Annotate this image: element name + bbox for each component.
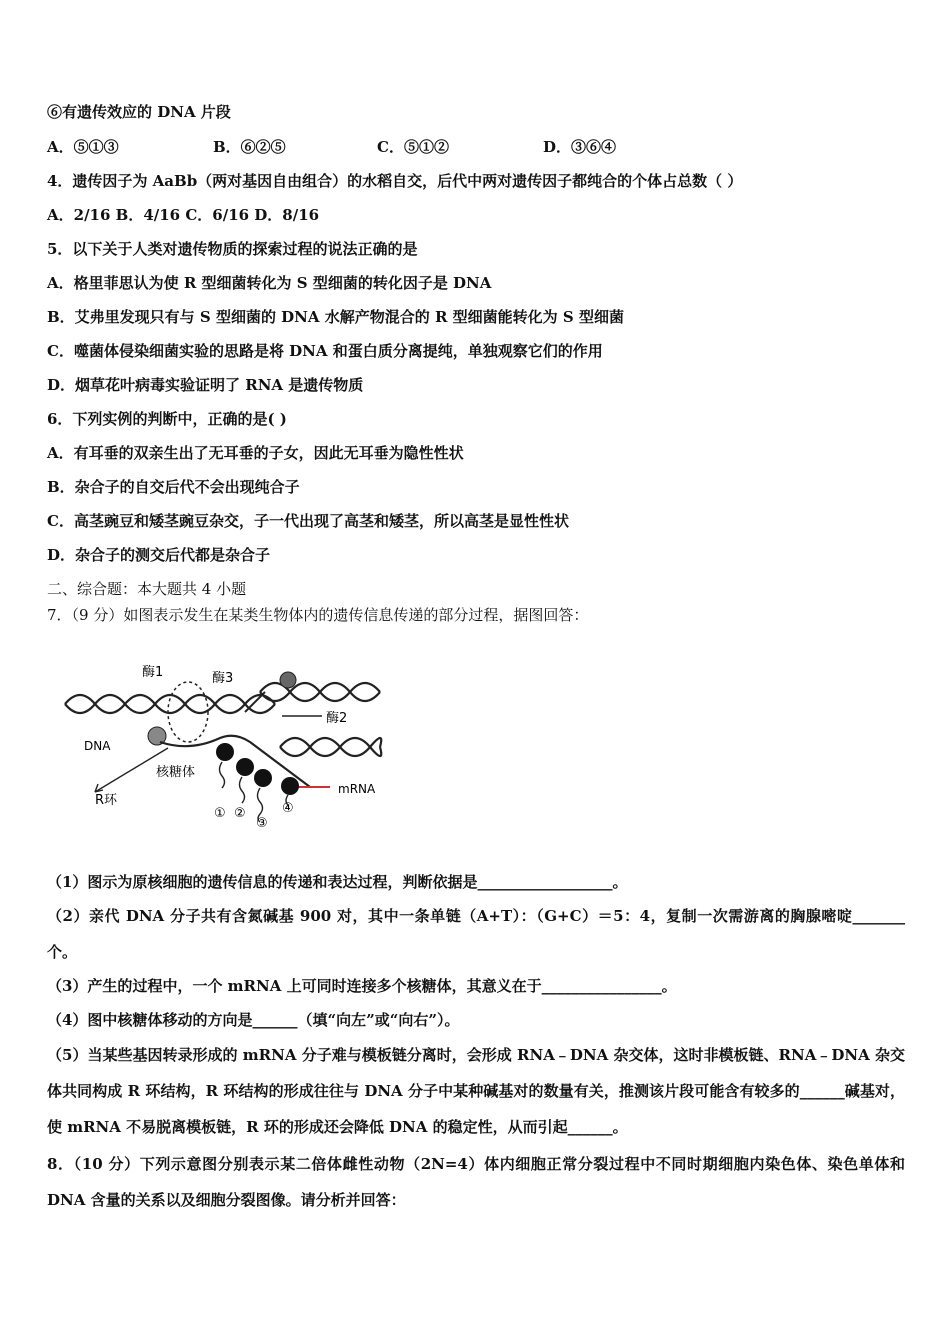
q7-part-5: （5）当某些基因转录形成的 mRNA 分子难与模板链分离时，会形成 RNA﹣DNA 杂交体，这时非模板链、RNA﹣DNA 杂交体共同构成 R 环结构，R 环结构的形成往往与 DNA 分子中某种碱基对的数量有关，推测该片段可能含有较多的______碱基对，使 mRNA 不易脱离模板链，R 环的形成还会降低 DNA 的稳定性，从而引起______。: [47, 1046, 905, 1136]
q7-part-2: （2）亲代 DNA 分子共有含氮碱基 900 对，其中一条单链（A+T）：（G+C）＝5：4，复制一次需游离的胸腺嘧啶_______个。: [47, 907, 905, 961]
label-chain-2: ②: [234, 806, 246, 821]
label-ribosome: 核糖体: [156, 765, 196, 780]
q3-option-b: B．⑥②⑤: [213, 138, 286, 156]
label-mrna: mRNA: [338, 782, 376, 796]
q4-options: A．2/16 B．4/16 C．6/16 D．8/16: [47, 206, 320, 224]
dna-double-helix-left: [65, 695, 275, 713]
q7-part-1: （1）图示为原核细胞的遗传信息的传递和表达过程，判断依据是__________________。: [47, 873, 628, 891]
q6-option-b: B．杂合子的自交后代不会出现纯合子: [47, 478, 300, 496]
polypeptide-chains: [220, 762, 289, 822]
q7-part-4: （4）图中核糖体移动的方向是______（填“向左”或“向右”）。: [47, 1011, 460, 1029]
q6-option-a: A．有耳垂的双亲生出了无耳垂的子女，因此无耳垂为隐性性状: [47, 444, 464, 462]
q4-stem: 4．遗传因子为 AaBb（两对基因自由组合）的水稻自交，后代中两对遗传因子都纯合的个体占总数（ ）: [47, 172, 743, 190]
section-2-heading: 二、综合题：本大题共 4 小题: [47, 580, 247, 598]
q3-option-a: A．⑤①③: [47, 138, 119, 156]
label-chain-1: ①: [214, 806, 226, 821]
q5-option-c: C．噬菌体侵染细菌实验的思路是将 DNA 和蛋白质分离提纯，单独观察它们的作用: [47, 342, 603, 360]
q6-option-d: D．杂合子的测交后代都是杂合子: [47, 546, 271, 564]
q7-stem: 7．（9 分）如图表示发生在某类生物体内的遗传信息传递的部分过程，据图回答：: [47, 606, 589, 624]
q3-option-c: C．⑤①②: [377, 138, 449, 156]
q5-option-a: A．格里菲思认为使 R 型细菌转化为 S 型细菌的转化因子是 DNA: [47, 274, 492, 292]
q5-option-d: D．烟草花叶病毒实验证明了 RNA 是遗传物质: [47, 376, 364, 394]
label-dna: DNA: [84, 739, 111, 753]
q6-stem: 6．下列实例的判断中，正确的是( ): [47, 410, 287, 428]
label-enzyme-2: 酶2: [326, 711, 348, 726]
q3-option-d: D．③⑥④: [543, 138, 617, 156]
label-r-loop: R环: [95, 793, 118, 808]
label-enzyme-3: 酶3: [212, 671, 234, 686]
label-chain-4: ④: [282, 801, 294, 816]
label-chain-3: ③: [256, 816, 268, 831]
transcription-translation-figure: [60, 652, 390, 832]
label-enzyme-1: 酶1: [142, 665, 164, 680]
q3-item-6: ⑥有遗传效应的 DNA 片段: [47, 103, 231, 121]
dna-double-helix-upper-right: [260, 683, 380, 701]
q8-stem: 8．（10 分）下列示意图分别表示某二倍体雌性动物（2N=4）体内细胞正常分裂过程中不同时期细胞内染色体、染色单体和 DNA 含量的关系以及细胞分裂图像。请分析并回答：: [47, 1155, 905, 1209]
q7-part-3: （3）产生的过程中，一个 mRNA 上可同时连接多个核糖体，其意义在于________________。: [47, 977, 677, 995]
dna-double-helix-lower-right: [280, 738, 381, 756]
q6-option-c: C．高茎豌豆和矮茎豌豆杂交，子一代出现了高茎和矮茎，所以高茎是显性性状: [47, 512, 569, 530]
enzyme-3-blob: [280, 672, 296, 688]
q5-option-b: B．艾弗里发现只有与 S 型细菌的 DNA 水解产物混合的 R 型细菌能转化为 S 型细菌: [47, 308, 624, 326]
q5-stem: 5．以下关于人类对遗传物质的探索过程的说法正确的是: [47, 240, 418, 258]
